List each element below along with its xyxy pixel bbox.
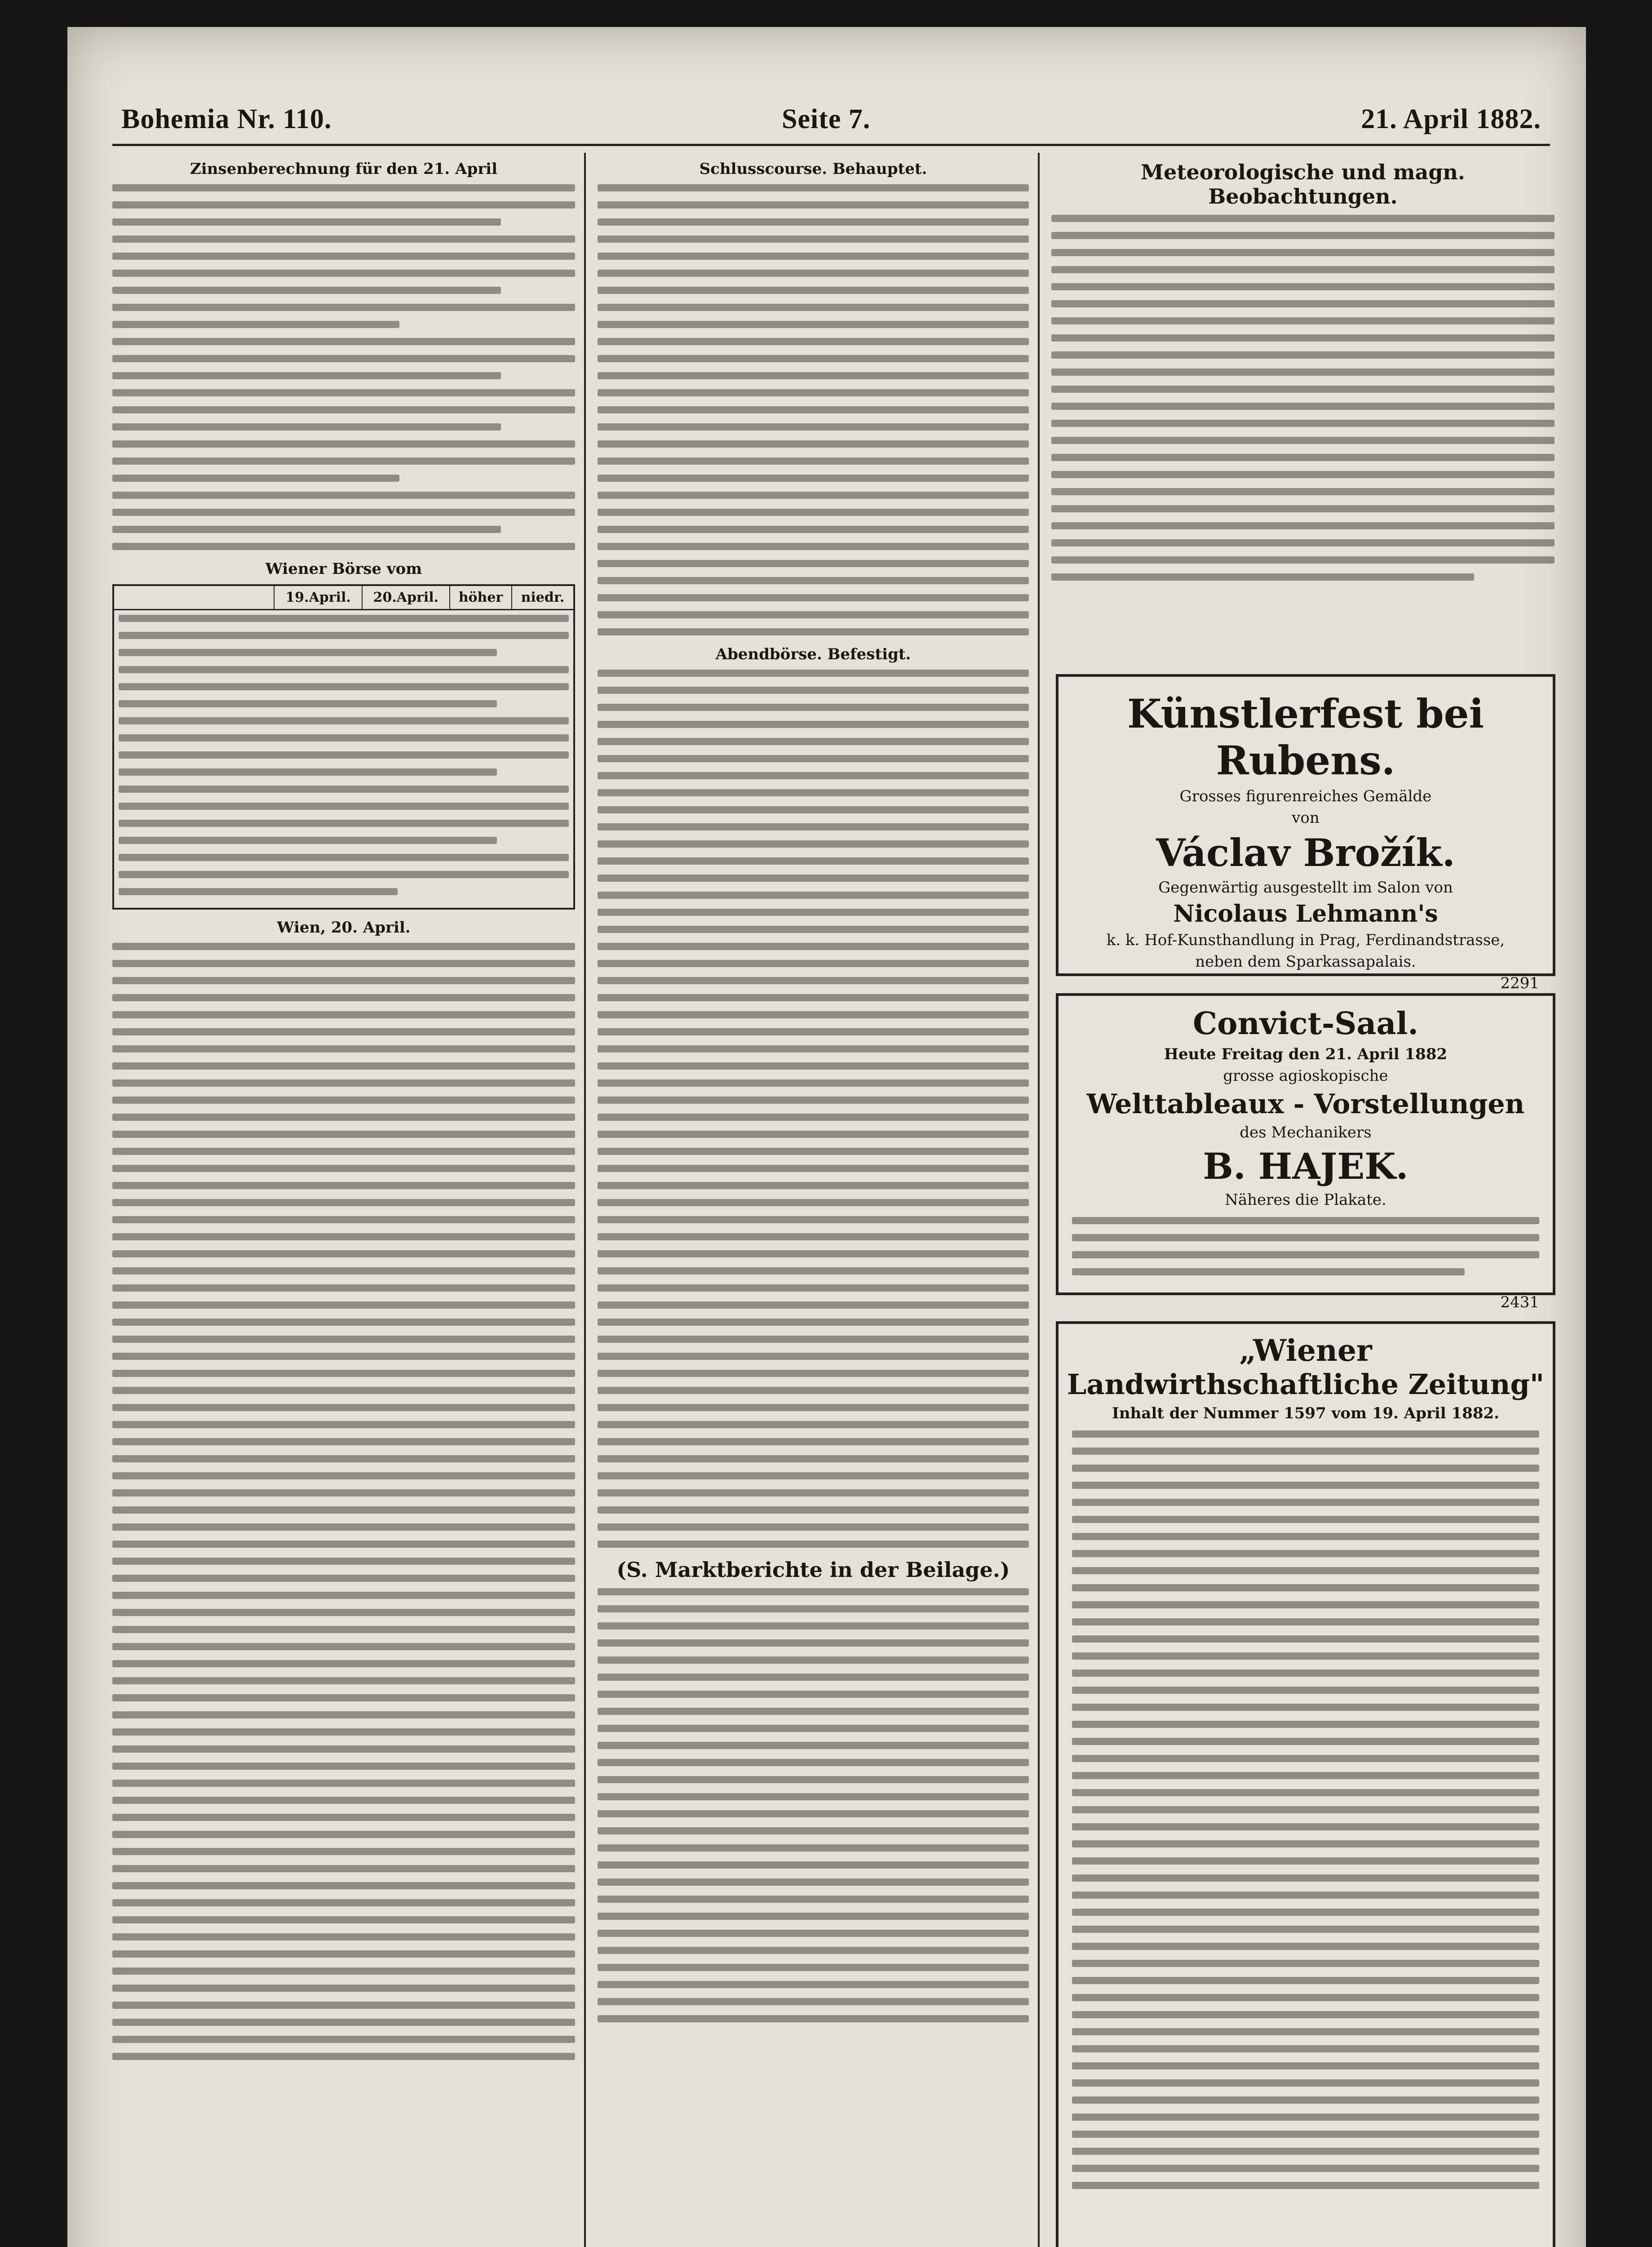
ad2-line4: Näheres die Plakate.	[1225, 1191, 1386, 1209]
ad1-title: Künstlerfest bei Rubens.	[1127, 690, 1484, 784]
ad2-number: 2431	[1500, 1293, 1539, 1311]
ad-landwirthschaftliche-zeitung	[1056, 1321, 1555, 2247]
middle-article-body	[598, 670, 1029, 1548]
wiener-boerse-heading: Wiener Börse vom	[265, 560, 422, 578]
ad1-line3: Gegenwärtig ausgestellt im Salon von	[1158, 879, 1453, 897]
ad2-big: Welttableaux - Vorstellungen	[1086, 1088, 1525, 1120]
ad2-title: Convict-Saal.	[1192, 1006, 1419, 1042]
ad3-line1: Inhalt der Nummer 1597 vom 19. April 1882.	[1112, 1404, 1500, 1422]
ad2-line3: des Mechanikers	[1240, 1124, 1372, 1141]
ad2-name: B. HAJEK.	[1203, 1145, 1408, 1187]
marktberichte-heading: (S. Marktberichte in der Beilage.)	[616, 1558, 1010, 1582]
interest-heading: Zinsenberechnung für den 21. April	[190, 160, 498, 178]
ad1-line4: k. k. Hof-Kunsthandlung in Prag, Ferdinandstrasse,	[1106, 931, 1505, 949]
schlusscourse-table	[598, 184, 1029, 635]
ad1-artist: Václav Brožík.	[1156, 830, 1455, 875]
th-4: niedr.	[511, 586, 573, 609]
middle-lower-body	[598, 1588, 1029, 2022]
middle-column	[598, 157, 1029, 2247]
left-column	[112, 157, 575, 2247]
masthead-rule	[112, 144, 1550, 146]
masthead-date: 21. April 1882.	[1361, 104, 1541, 134]
masthead-page: Seite 7.	[782, 104, 871, 134]
wiener-boerse-table	[112, 584, 575, 910]
left-article-body	[112, 943, 575, 2060]
ad-convict-saal	[1056, 993, 1555, 1311]
abendboerse-heading: Abendbörse. Befestigt.	[715, 645, 911, 663]
ad3-title: Landwirthschaftliche Zeitung"	[1067, 1368, 1545, 1401]
schlusscourse-heading: Schlusscourse. Behauptet.	[699, 160, 927, 178]
newspaper-page	[67, 27, 1586, 2247]
th-0	[114, 586, 274, 609]
ad1-number: 2291	[1500, 974, 1539, 992]
ad2-line2: grosse agioskopische	[1223, 1067, 1388, 1085]
column-rule-2	[1038, 153, 1040, 2247]
th-3: höher	[449, 586, 511, 609]
masthead	[112, 103, 1550, 162]
wiener-boerse-table-header	[114, 586, 573, 610]
masthead-issue: Bohemia Nr. 110.	[121, 104, 332, 134]
ad3-title-top: „Wiener	[1239, 1333, 1372, 1368]
column-rule-1	[584, 153, 586, 2247]
ad1-dealer: Nicolaus Lehmann's	[1173, 900, 1438, 928]
meteo-heading: Meteorologische und magn. Beobachtungen.	[1141, 160, 1465, 209]
ad2-line1: Heute Freitag den 21. April 1882	[1164, 1045, 1448, 1063]
interest-table	[112, 184, 575, 550]
th-2: 20.April.	[362, 586, 449, 609]
ad1-line2: von	[1292, 809, 1320, 827]
th-1: 19.April.	[274, 586, 361, 609]
wien-date: Wien, 20. April.	[277, 919, 411, 937]
meteo-body	[1051, 215, 1555, 581]
ad-kuenstlerfest	[1056, 674, 1555, 992]
ad1-line5: neben dem Sparkassapalais.	[1195, 953, 1416, 971]
ad1-line1: Grosses figurenreiches Gemälde	[1179, 787, 1432, 805]
